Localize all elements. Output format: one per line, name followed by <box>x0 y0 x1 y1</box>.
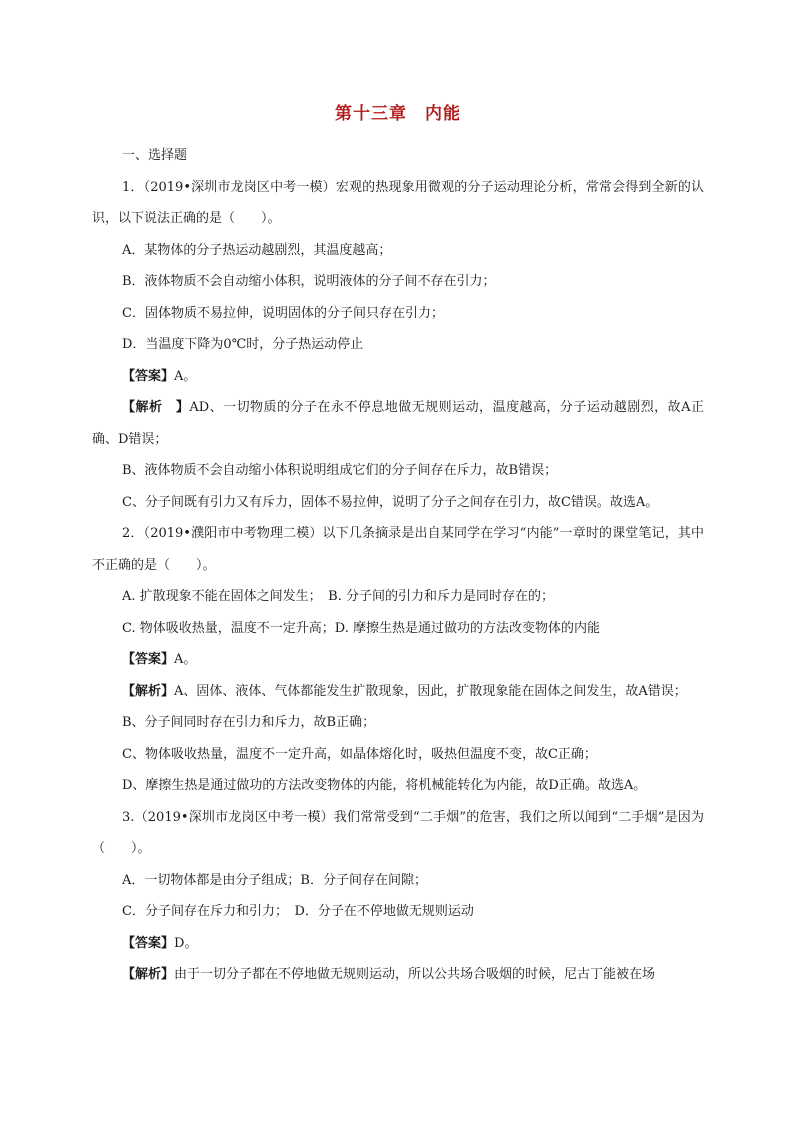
answer-value: A。 <box>174 652 197 667</box>
analysis-line <box>92 392 704 455</box>
option-d: D．当温度下降为0℃时，分子热运动停止 <box>122 337 364 352</box>
analysis-text: 由于一切分子都在不停地做无规则运动，所以公共场合吸烟的时候，尼古丁能被在场 <box>174 967 656 982</box>
option-row-cd: C．分子间存在斥力和引力； D．分子在不停地做无规则运动 <box>122 904 474 919</box>
answer-value: A。 <box>174 368 197 384</box>
question-1 <box>92 172 704 519</box>
analysis-line: B、液体物质不会自动缩小体积说明组成它们的分子间存在斥力，故B错误； <box>122 463 558 478</box>
analysis-line <box>92 959 704 991</box>
section-heading: 一、选择题 <box>122 148 188 163</box>
analysis-line: C、分子间既有引力又有斥力，固体不易拉伸，说明了分子之间存在引力，故C错误。故选A。 <box>122 494 659 510</box>
option-row-cd: C. 物体吸收热量，温度不一定升高；D. 摩擦生热是通过做功的方法改变物体的内能 <box>122 620 600 636</box>
option-c: C．固体物质不易拉伸，说明固体的分子间只存在引力； <box>122 305 444 321</box>
chapter-title: 第十三章 内能 <box>335 104 461 124</box>
analysis-text: AD、一切物质的分子在永不停息地做无规则运动，温度越高，分子运动越剧烈，故A正确、D错误； <box>92 400 704 447</box>
question-stem: 1．（2019•深圳市龙岗区中考一模）宏观的热现象用微观的分子运动理论分析，常常会得到全新的认识，以下说法正确的是（ ）。 <box>92 179 704 226</box>
answer-line <box>92 361 704 393</box>
answer-line <box>92 928 704 960</box>
answer-label: 【答案】 <box>122 935 175 951</box>
option-a: A．某物体的分子热运动越剧烈，其温度越高； <box>122 242 392 258</box>
question-stem: 3.（2019•深圳市龙岗区中考一模）我们常常受到“二手烟”的危害，我们之所以闻到“二手烟”是因为（ ）。 <box>92 809 704 856</box>
document-page <box>92 100 704 991</box>
option-row-ab: A. 扩散现象不能在固体之间发生； B. 分子间的引力和斥力是同时存在的； <box>122 589 554 604</box>
analysis-text: A、固体、液体、气体都能发生扩散现象，因此，扩散现象能在固体之间发生，故A错误； <box>174 683 687 699</box>
analysis-line: C、物体吸收热量，温度不一定升高，如晶体熔化时，吸热但温度不变，故C正确； <box>122 746 597 762</box>
analysis-line <box>92 676 704 708</box>
analysis-line: D、摩擦生热是通过做功的方法改变物体的内能，将机械能转化为内能，故D正确。故选A。 <box>122 778 647 793</box>
analysis-label: 【解析】 <box>122 683 175 699</box>
analysis-label: 【解析】 <box>122 967 175 982</box>
answer-line <box>92 644 704 676</box>
option-b: B．液体物质不会自动缩小体积，说明液体的分子间不存在引力； <box>122 274 496 289</box>
answer-label: 【答案】 <box>122 652 175 667</box>
option-row-ab: A．一切物体都是由分子组成；B．分子间存在间隙； <box>122 872 427 888</box>
answer-value: D。 <box>174 935 198 951</box>
question-stem: 2．（2019•濮阳市中考物理二模）以下几条摘录是出自某同学在学习“内能”一章时的课堂笔记，其中不正确的是（ ）。 <box>92 526 704 573</box>
question-2 <box>92 518 704 802</box>
analysis-label: 【解析 】 <box>122 400 190 415</box>
analysis-line: B、分子间同时存在引力和斥力，故B正确； <box>122 715 376 730</box>
answer-label: 【答案】 <box>122 368 175 384</box>
question-3 <box>92 802 704 991</box>
